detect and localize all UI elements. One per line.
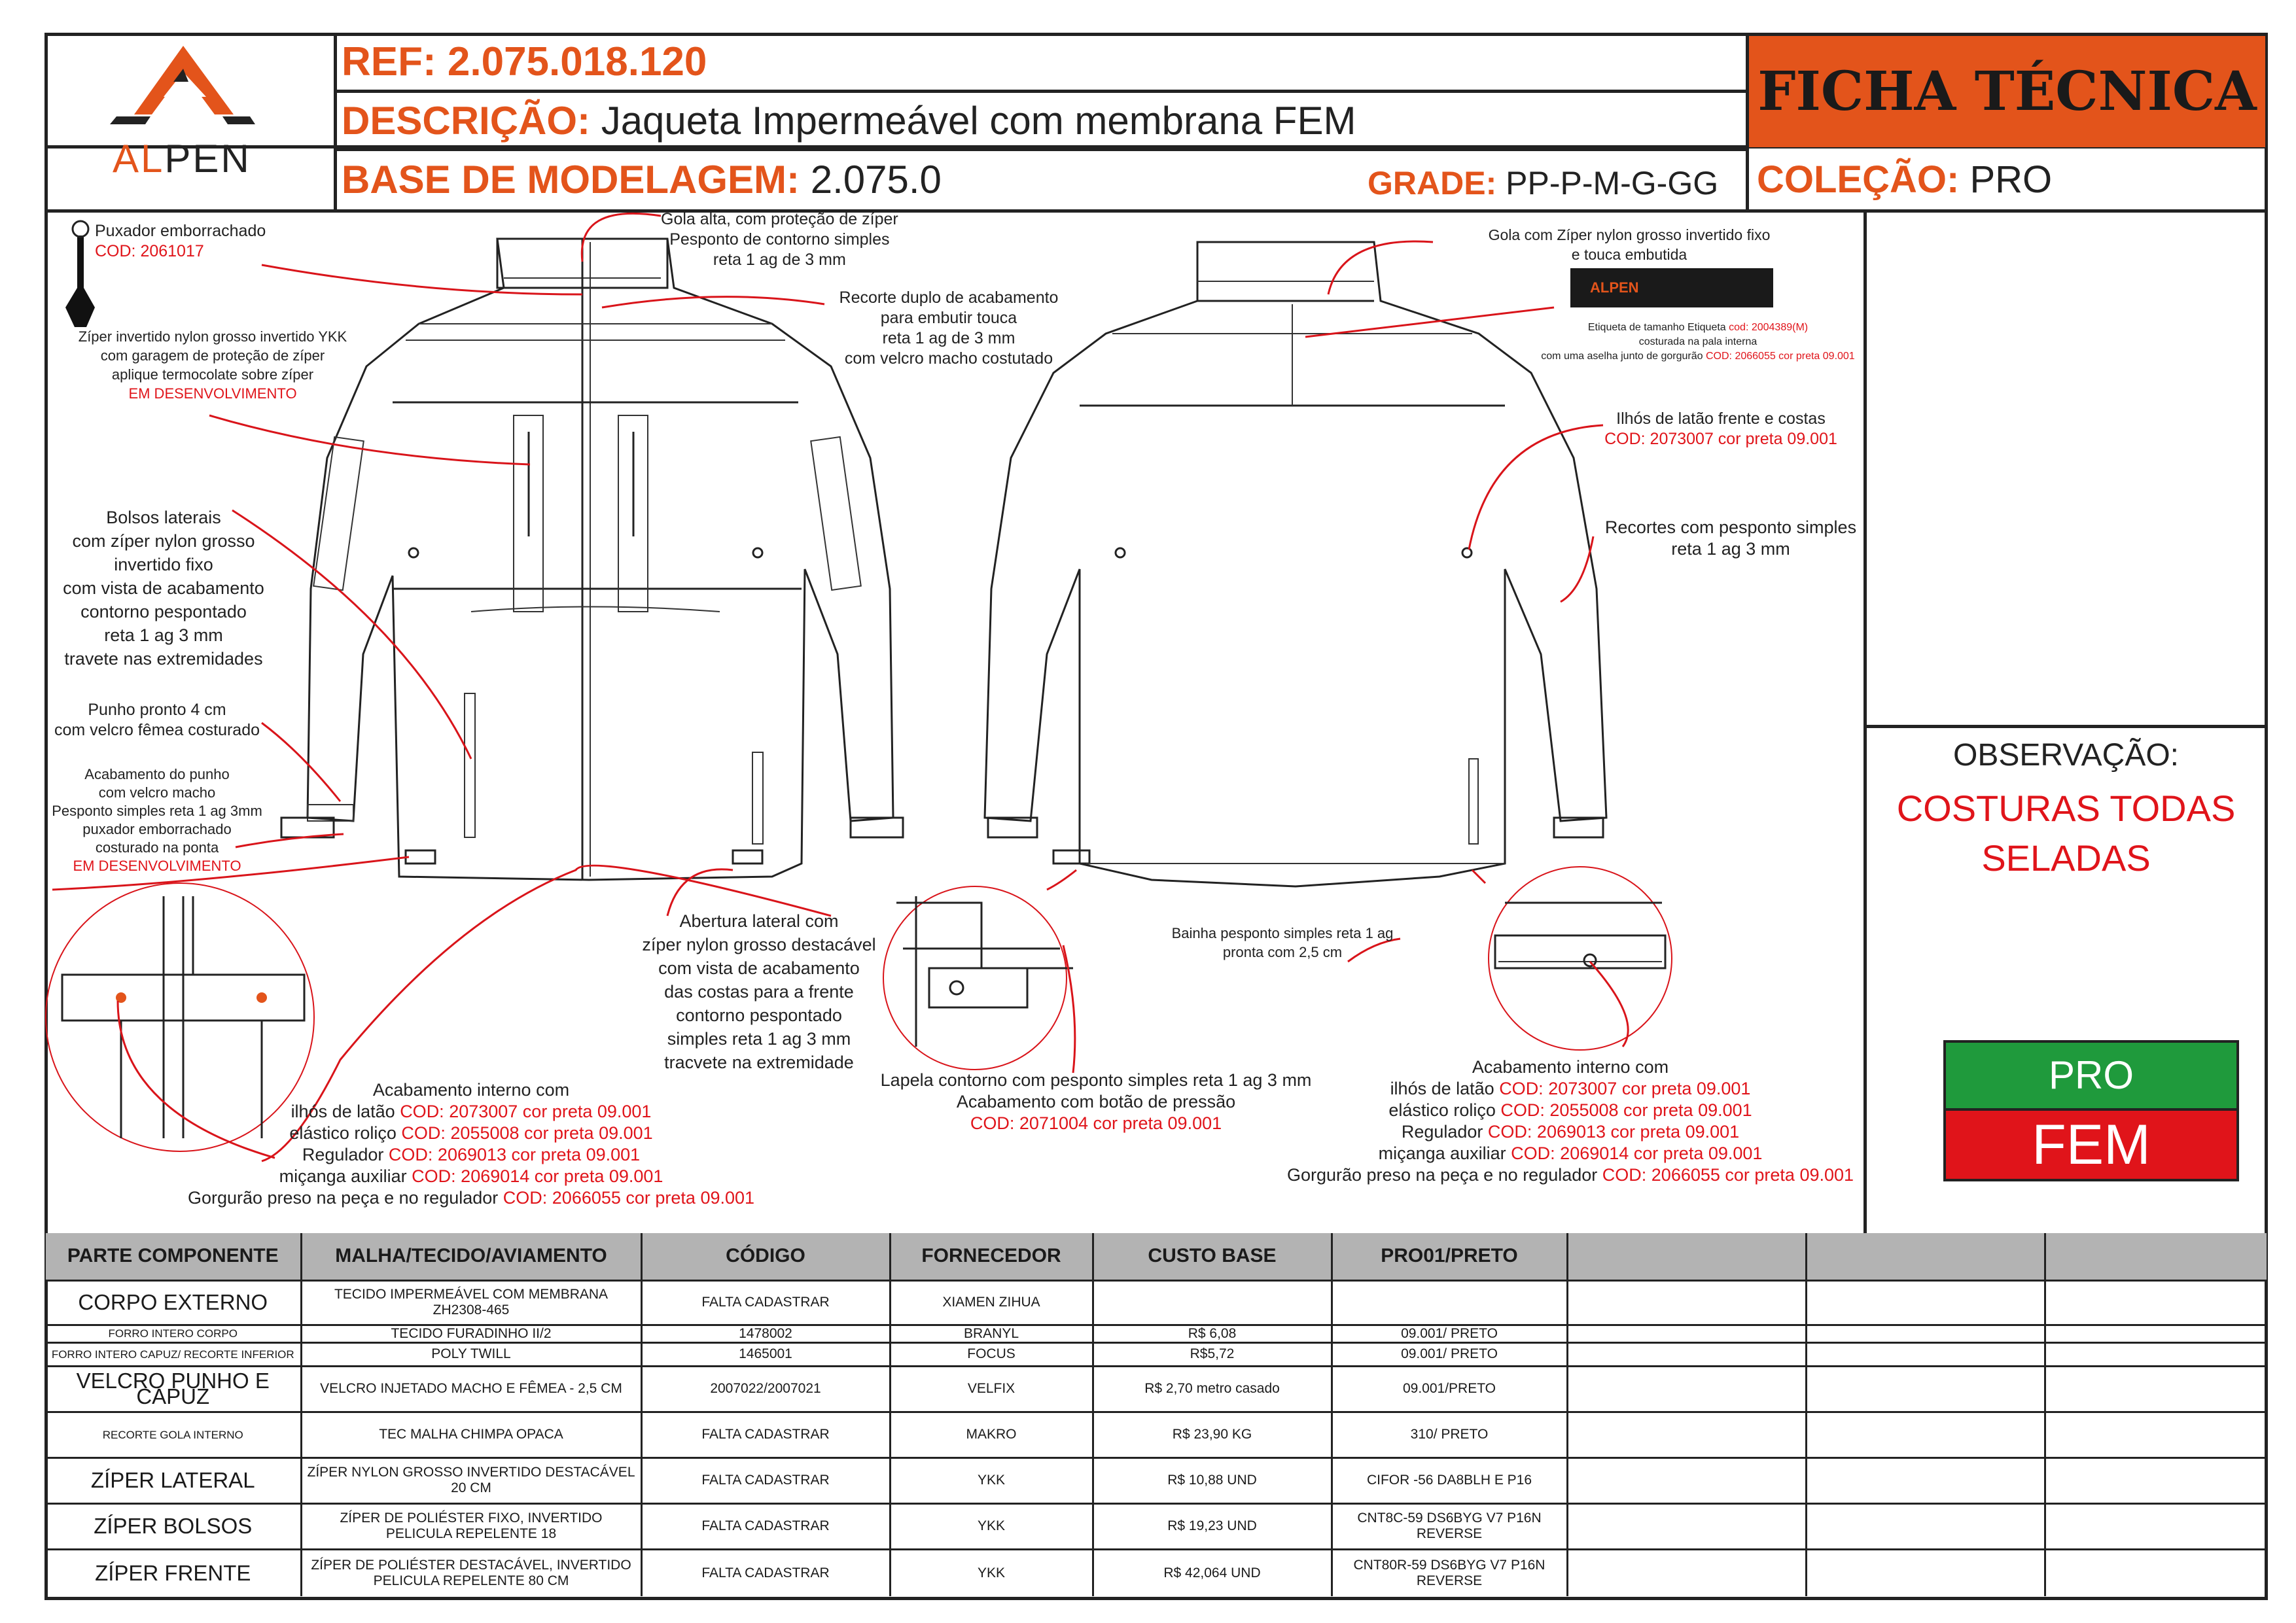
- cell-malha: TECIDO FURADINHO II/2: [301, 1325, 641, 1342]
- cell-codigo: FALTA CADASTRAR: [641, 1503, 890, 1549]
- note-bolsos: Bolsos laterais com zíper nylon grosso invertido fixo com vista de acabamento contorno pespontado reta 1 ag 3 mm travete nas extremidades: [63, 508, 264, 669]
- cell-malha: ZÍPER NYLON GROSSO INVERTIDO DESTACÁVEL 20 CM: [301, 1457, 641, 1503]
- cell-codigo: FALTA CADASTRAR: [641, 1412, 890, 1457]
- cell-e3: [2045, 1342, 2267, 1366]
- cell-malha: ZÍPER DE POLIÉSTER FIXO, INVERTIDO PELICULA REPELENTE 18: [301, 1503, 641, 1549]
- grade-value: PP-P-M-G-GG: [1506, 165, 1719, 201]
- note-acab-interno-frente: Acabamento interno com ilhós de latão COD: 2073007 cor preta 09.001 elástico roliço COD: 2055008 cor preta 09.001 Regulador COD: 2069013 cor preta 09.001 miçanga auxiliar COD: 2069014 cor preta 09.001 Gorgurão preso na peça e no regulador COD: 2066055 cor preta 09.001: [187, 1080, 755, 1208]
- observacao-block: [1868, 733, 2264, 883]
- cell-malha: TECIDO IMPERMEÁVEL COM MEMBRANA ZH2308-465: [301, 1280, 641, 1325]
- cell-cor: CNT80R-59 DS6BYG V7 P16N REVERSE: [1332, 1549, 1567, 1596]
- cell-e2: [1806, 1325, 2045, 1342]
- cell-malha: ZÍPER DE POLIÉSTER DESTACÁVEL, INVERTIDO PELICULA REPELENTE 80 CM: [301, 1549, 641, 1596]
- detail-circle-right: [1489, 867, 1672, 1050]
- note-lapela: Lapela contorno com pesponto simples reta 1 ag 3 mm Acabamento com botão de pressão COD: 2071004 cor preta 09.001: [880, 1070, 1312, 1133]
- cell-cor: 310/ PRETO: [1332, 1412, 1567, 1457]
- cell-custo: R$ 6,08: [1093, 1325, 1332, 1342]
- table-row: [46, 1280, 2267, 1325]
- cell-cor: 09.001/ PRETO: [1332, 1342, 1567, 1366]
- cell-e3: [2045, 1457, 2267, 1503]
- cell-codigo: 1478002: [641, 1325, 890, 1342]
- col-empty-1: [1567, 1233, 1806, 1280]
- size-label-image: ALPEN: [1570, 268, 1773, 307]
- cell-malha: POLY TWILL: [301, 1342, 641, 1366]
- cell-parte: ZÍPER BOLSOS: [46, 1503, 301, 1549]
- ref-label: REF:: [342, 39, 436, 84]
- col-cor: PRO01/PRETO: [1332, 1233, 1567, 1280]
- cell-fornecedor: BRANYL: [890, 1325, 1093, 1342]
- table-row: [46, 1503, 2267, 1549]
- cell-cor: 09.001/ PRETO: [1332, 1325, 1567, 1342]
- cell-codigo: FALTA CADASTRAR: [641, 1280, 890, 1325]
- observacao-line-2: SELADAS: [1981, 837, 2151, 879]
- cell-parte: CORPO EXTERNO: [46, 1280, 301, 1325]
- cell-e3: [2045, 1366, 2267, 1412]
- note-acab-interno-costas: Acabamento interno com ilhós de latão COD: 2073007 cor preta 09.001 elástico roliço COD: 2055008 cor preta 09.001 Regulador COD: 2069013 cor preta 09.001 miçanga auxiliar COD: 2069014 cor preta 09.001 Gorgurão preso na peça e no regulador COD: 2066055 cor preta 09.001: [1286, 1057, 1854, 1185]
- detail-circle-center: [883, 886, 1073, 1070]
- note-puxador: Puxador emborrachado COD: 2061017: [95, 222, 266, 260]
- cell-codigo: 2007022/2007021: [641, 1366, 890, 1412]
- cell-fornecedor: YKK: [890, 1457, 1093, 1503]
- observacao-title: OBSERVAÇÃO:: [1953, 738, 2179, 773]
- cell-fornecedor: YKK: [890, 1549, 1093, 1596]
- base-modelagem-label: BASE DE MODELAGEM:: [342, 158, 800, 201]
- cell-parte: ZÍPER FRENTE: [46, 1549, 301, 1596]
- cell-custo: R$5,72: [1093, 1342, 1332, 1366]
- cell-custo: R$ 10,88 UND: [1093, 1457, 1332, 1503]
- note-etiqueta: Etiqueta de tamanho Etiqueta cod: 2004389(M) costurada na pala interna com uma aselha junto de gorgurão COD: 2066055 cor preta 09.001: [1541, 322, 1855, 362]
- cell-fornecedor: FOCUS: [890, 1342, 1093, 1366]
- pro-badge: PRO: [1943, 1040, 2239, 1111]
- table-row: [46, 1366, 2267, 1412]
- note-abertura-lateral: Abertura lateral com zíper nylon grosso destacável com vista de acabamento das costas para a frente contorno pespontado simples reta 1 ag 3 mm tracvete na extremidade: [642, 911, 876, 1072]
- cell-e2: [1806, 1457, 2045, 1503]
- cell-fornecedor: MAKRO: [890, 1412, 1093, 1457]
- cell-custo: [1093, 1280, 1332, 1325]
- back-jacket-sketch: [985, 242, 1606, 886]
- table-row: [46, 1457, 2267, 1503]
- cell-malha: VELCRO INJETADO MACHO E FÊMEA - 2,5 CM: [301, 1366, 641, 1412]
- cell-codigo: FALTA CADASTRAR: [641, 1457, 890, 1503]
- cell-e2: [1806, 1366, 2045, 1412]
- cell-e3: [2045, 1549, 2267, 1596]
- cell-custo: R$ 23,90 KG: [1093, 1412, 1332, 1457]
- cell-e3: [2045, 1325, 2267, 1342]
- fem-badge: FEM: [1943, 1111, 2239, 1181]
- ref-value: 2.075.018.120: [447, 39, 707, 84]
- cell-e1: [1567, 1325, 1806, 1342]
- descricao-label: DESCRIÇÃO:: [342, 99, 591, 143]
- col-codigo: CÓDIGO: [641, 1233, 890, 1280]
- descricao-value: Jaqueta Impermeável com membrana FEM: [601, 99, 1356, 143]
- table-row: [46, 1412, 2267, 1457]
- colecao-label: COLEÇÃO:: [1757, 158, 1960, 201]
- table-row: [46, 1342, 2267, 1366]
- cell-fornecedor: YKK: [890, 1503, 1093, 1549]
- cell-e1: [1567, 1503, 1806, 1549]
- cell-codigo: 1465001: [641, 1342, 890, 1366]
- cell-custo: R$ 42,064 UND: [1093, 1549, 1332, 1596]
- grade-label: GRADE:: [1368, 165, 1497, 201]
- cell-cor: 09.001/PRETO: [1332, 1366, 1567, 1412]
- alpen-logo-text: ALPEN: [113, 137, 251, 181]
- cell-fornecedor: VELFIX: [890, 1366, 1093, 1412]
- table-row: [46, 1325, 2267, 1342]
- cell-cor: CNT8C-59 DS6BYG V7 P16N REVERSE: [1332, 1503, 1567, 1549]
- note-gola-frente: Gola alta, com proteção de zíper Pesponto de contorno simples reta 1 ag de 3 mm: [661, 210, 898, 269]
- cell-e2: [1806, 1503, 2045, 1549]
- note-punho: Punho pronto 4 cm com velcro fêmea costurado: [54, 701, 260, 739]
- note-acab-punho: Acabamento do punho com velcro macho Pesponto simples reta 1 ag 3mm puxador emborrachado costurado na ponta EM DESENVOLVIMENTO: [52, 766, 262, 874]
- col-fornecedor: FORNECEDOR: [890, 1233, 1093, 1280]
- cell-e2: [1806, 1280, 2045, 1325]
- cell-e3: [2045, 1412, 2267, 1457]
- col-empty-2: [1806, 1233, 2045, 1280]
- note-ziper-invertido: Zíper invertido nylon grosso invertido YKK com garagem de proteção de zíper aplique termocolate sobre zíper EM DESENVOLVIMENTO: [78, 328, 347, 402]
- cell-e3: [2045, 1503, 2267, 1549]
- note-gola-costas: Gola com Zíper nylon grosso invertido fixo e touca embutida: [1488, 226, 1771, 263]
- cell-parte: RECORTE GOLA INTERNO: [46, 1412, 301, 1457]
- cell-e1: [1567, 1280, 1806, 1325]
- cell-cor: CIFOR -56 DA8BLH E P16: [1332, 1457, 1567, 1503]
- note-recorte-duplo: Recorte duplo de acabamento para embutir touca reta 1 ag de 3 mm com velcro macho costutado: [839, 288, 1059, 368]
- cell-e3: [2045, 1280, 2267, 1325]
- cell-e1: [1567, 1457, 1806, 1503]
- cell-parte: FORRO INTERO CORPO: [46, 1325, 301, 1342]
- cell-e1: [1567, 1412, 1806, 1457]
- cell-custo: R$ 19,23 UND: [1093, 1503, 1332, 1549]
- col-parte: PARTE COMPONENTE: [46, 1233, 301, 1280]
- note-recortes: Recortes com pesponto simples reta 1 ag 3 mm: [1604, 517, 1857, 559]
- note-bainha: Bainha pesponto simples reta 1 ag pronta com 2,5 cm: [1171, 925, 1394, 960]
- cell-custo: R$ 2,70 metro casado: [1093, 1366, 1332, 1412]
- cell-fornecedor: XIAMEN ZIHUA: [890, 1280, 1093, 1325]
- cell-e1: [1567, 1342, 1806, 1366]
- cell-parte: FORRO INTERO CAPUZ/ RECORTE INFERIOR: [46, 1342, 301, 1366]
- cell-codigo: FALTA CADASTRAR: [641, 1549, 890, 1596]
- cell-e2: [1806, 1549, 2045, 1596]
- cell-e1: [1567, 1549, 1806, 1596]
- cell-e2: [1806, 1342, 2045, 1366]
- table-header-row: [46, 1233, 2267, 1280]
- cell-e1: [1567, 1366, 1806, 1412]
- cell-malha: TEC MALHA CHIMPA OPACA: [301, 1412, 641, 1457]
- puller-icon: [65, 221, 95, 327]
- cell-cor: [1332, 1280, 1567, 1325]
- note-ilhos: Ilhós de latão frente e costas COD: 2073007 cor preta 09.001: [1604, 410, 1837, 448]
- table-row: [46, 1549, 2267, 1596]
- cell-e2: [1806, 1412, 2045, 1457]
- col-malha: MALHA/TECIDO/AVIAMENTO: [301, 1233, 641, 1280]
- base-modelagem-value: 2.075.0: [810, 158, 942, 201]
- cell-parte: VELCRO PUNHO E CAPUZ: [46, 1366, 301, 1412]
- observacao-line-1: COSTURAS TODAS: [1896, 788, 2236, 829]
- colecao-value: PRO: [1969, 158, 2053, 201]
- col-custo: CUSTO BASE: [1093, 1233, 1332, 1280]
- ficha-tecnica-title: FICHA TÉCNICA: [1757, 60, 2257, 123]
- cell-parte: ZÍPER LATERAL: [46, 1457, 301, 1503]
- col-empty-3: [2045, 1233, 2267, 1280]
- components-table: [46, 1233, 2267, 1596]
